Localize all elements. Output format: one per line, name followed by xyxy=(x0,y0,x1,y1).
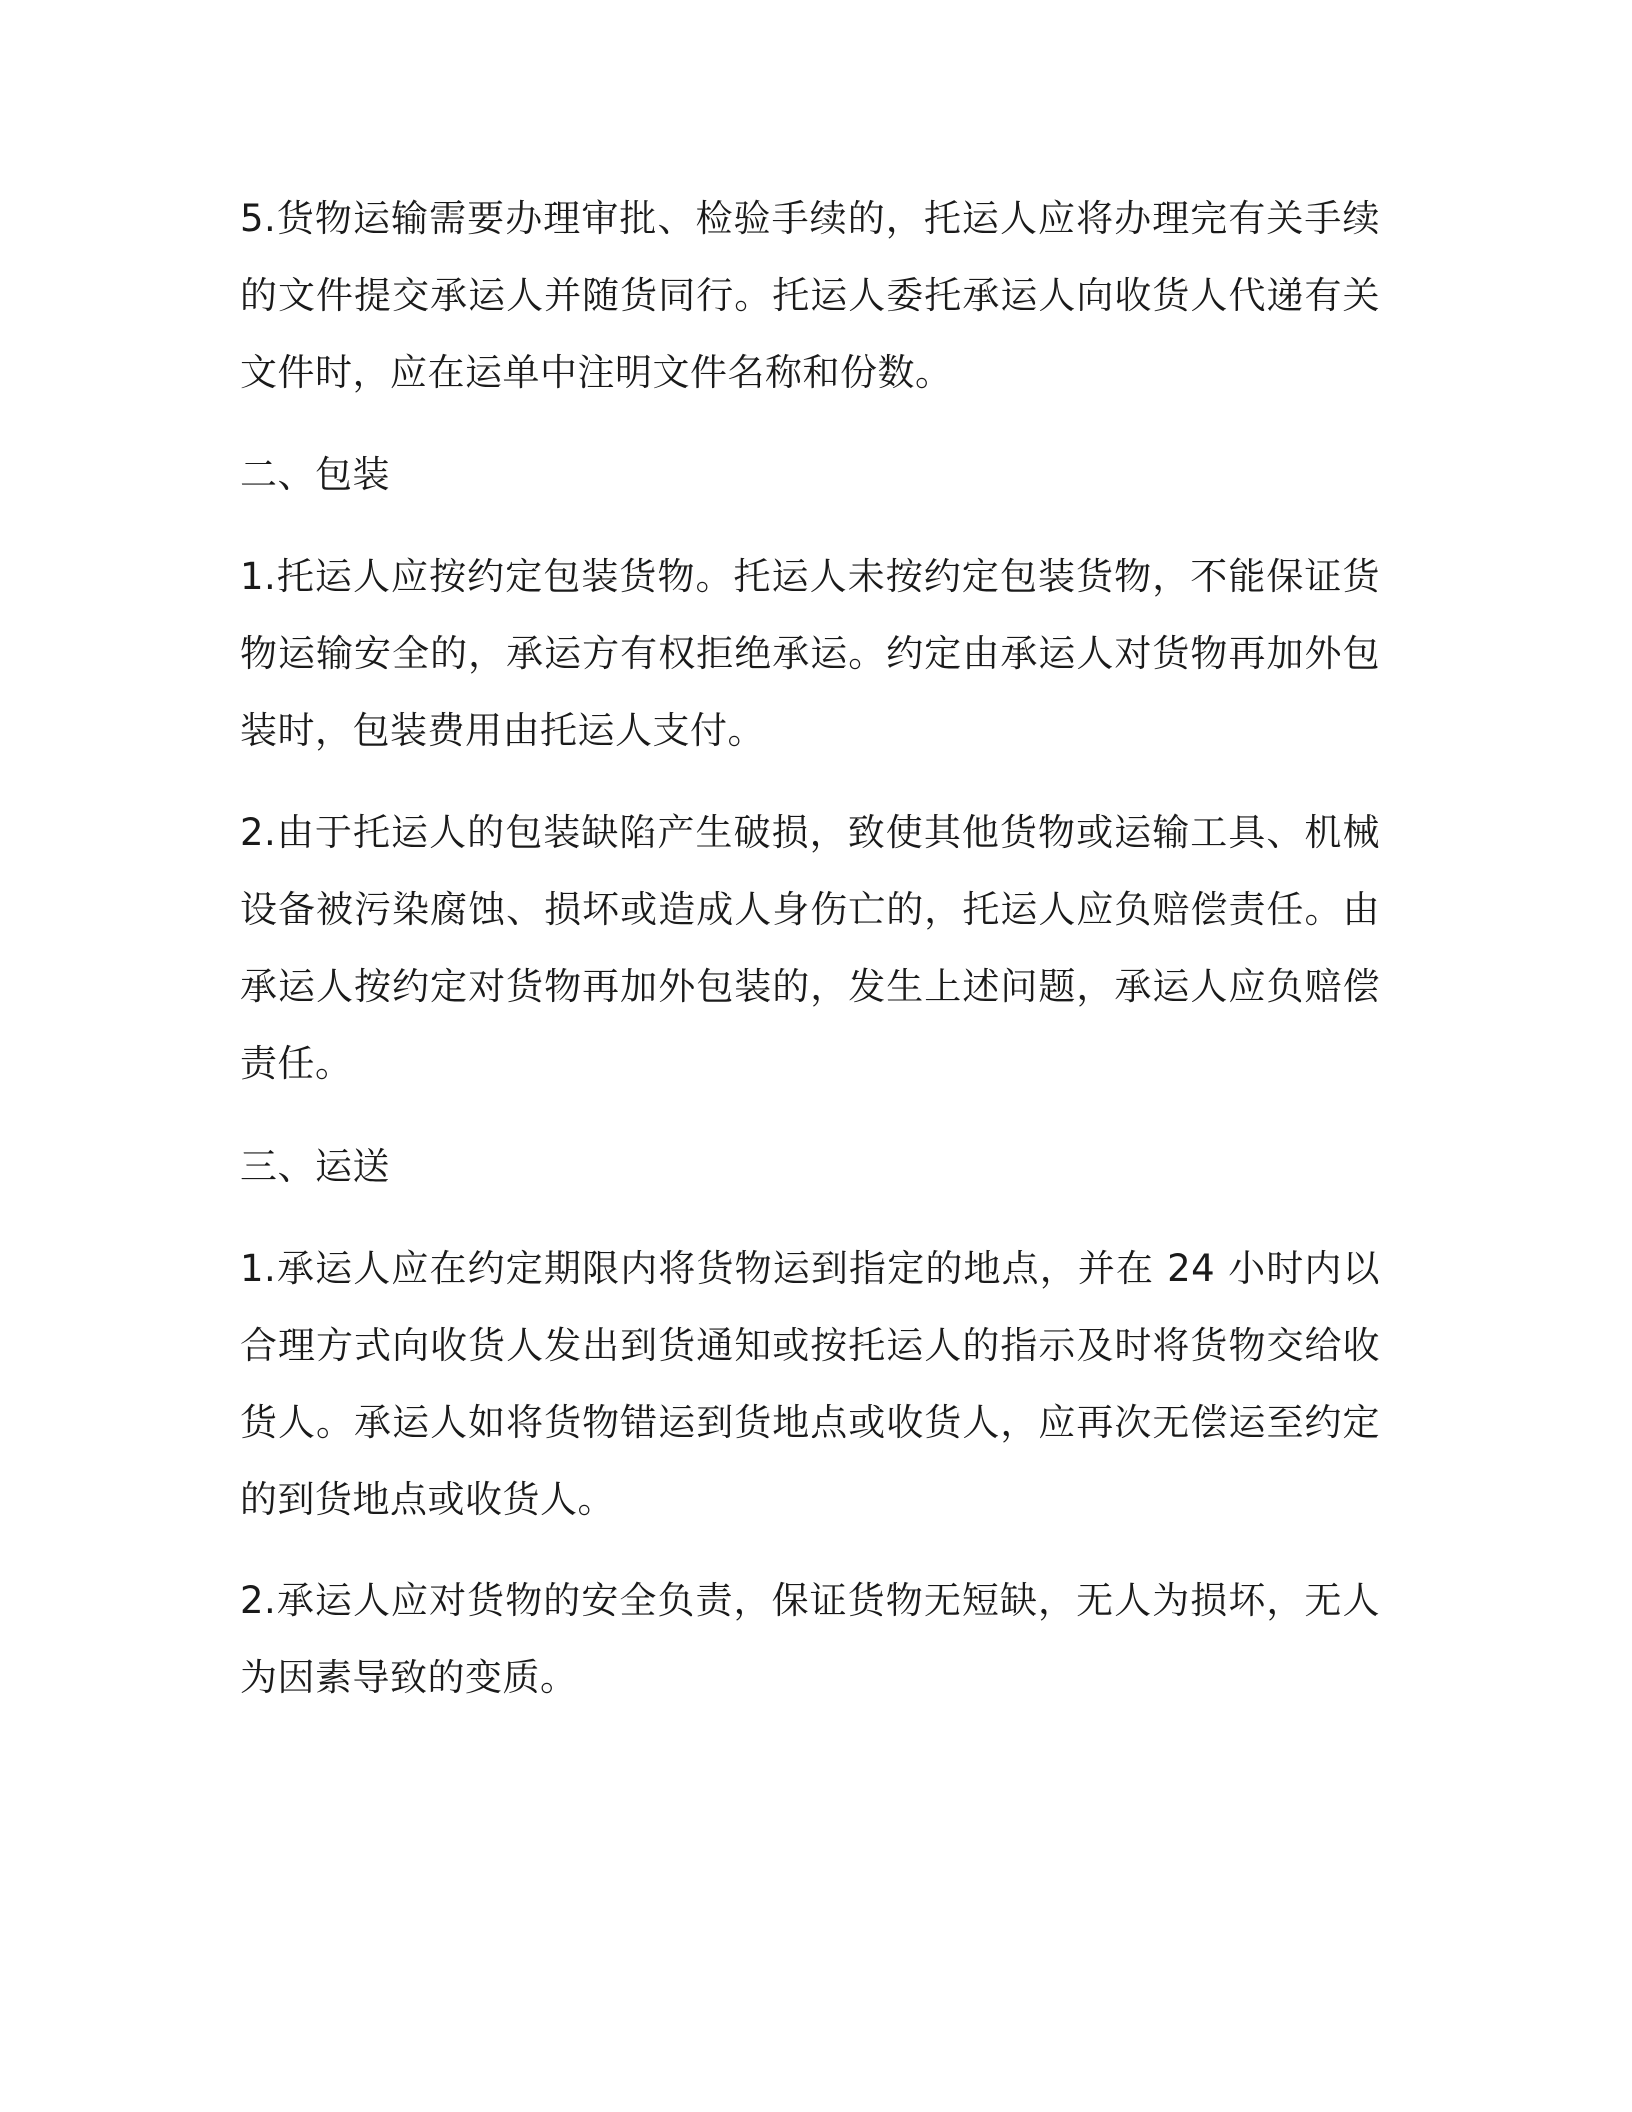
paragraph-delivery-1: 1.承运人应在约定期限内将货物运到指定的地点，并在 24 小时内以合理方式向收货人发出到货通知或按托运人的指示及时将货物交给收货人。承运人如将货物错运到货地点或收货人，应再次无偿运至约定的到货地点或收货人。 xyxy=(240,1247,1380,1521)
paragraph-packaging-2: 2.由于托运人的包装缺陷产生破损，致使其他货物或运输工具、机械设备被污染腐蚀、损坏或造成人身伤亡的，托运人应负赔偿责任。由承运人按约定对货物再加外包装的，发生上述问题，承运人应负赔偿责任。 xyxy=(240,811,1380,1085)
paragraph-packaging-1: 1.托运人应按约定包装货物。托运人未按约定包装货物，不能保证货物运输安全的，承运方有权拒绝承运。约定由承运人对货物再加外包装时，包装费用由托运人支付。 xyxy=(240,555,1380,752)
section-heading-delivery: 三、运送 xyxy=(240,1145,390,1188)
section-heading-packaging: 二、包装 xyxy=(240,453,390,496)
paragraph-transport-5: 5.货物运输需要办理审批、检验手续的，托运人应将办理完有关手续的文件提交承运人并随货同行。托运人委托承运人向收货人代递有关文件时，应在运单中注明文件名称和份数。 xyxy=(240,197,1380,394)
paragraph-delivery-2: 2.承运人应对货物的安全负责，保证货物无短缺，无人为损坏，无人为因素导致的变质。 xyxy=(240,1579,1380,1699)
